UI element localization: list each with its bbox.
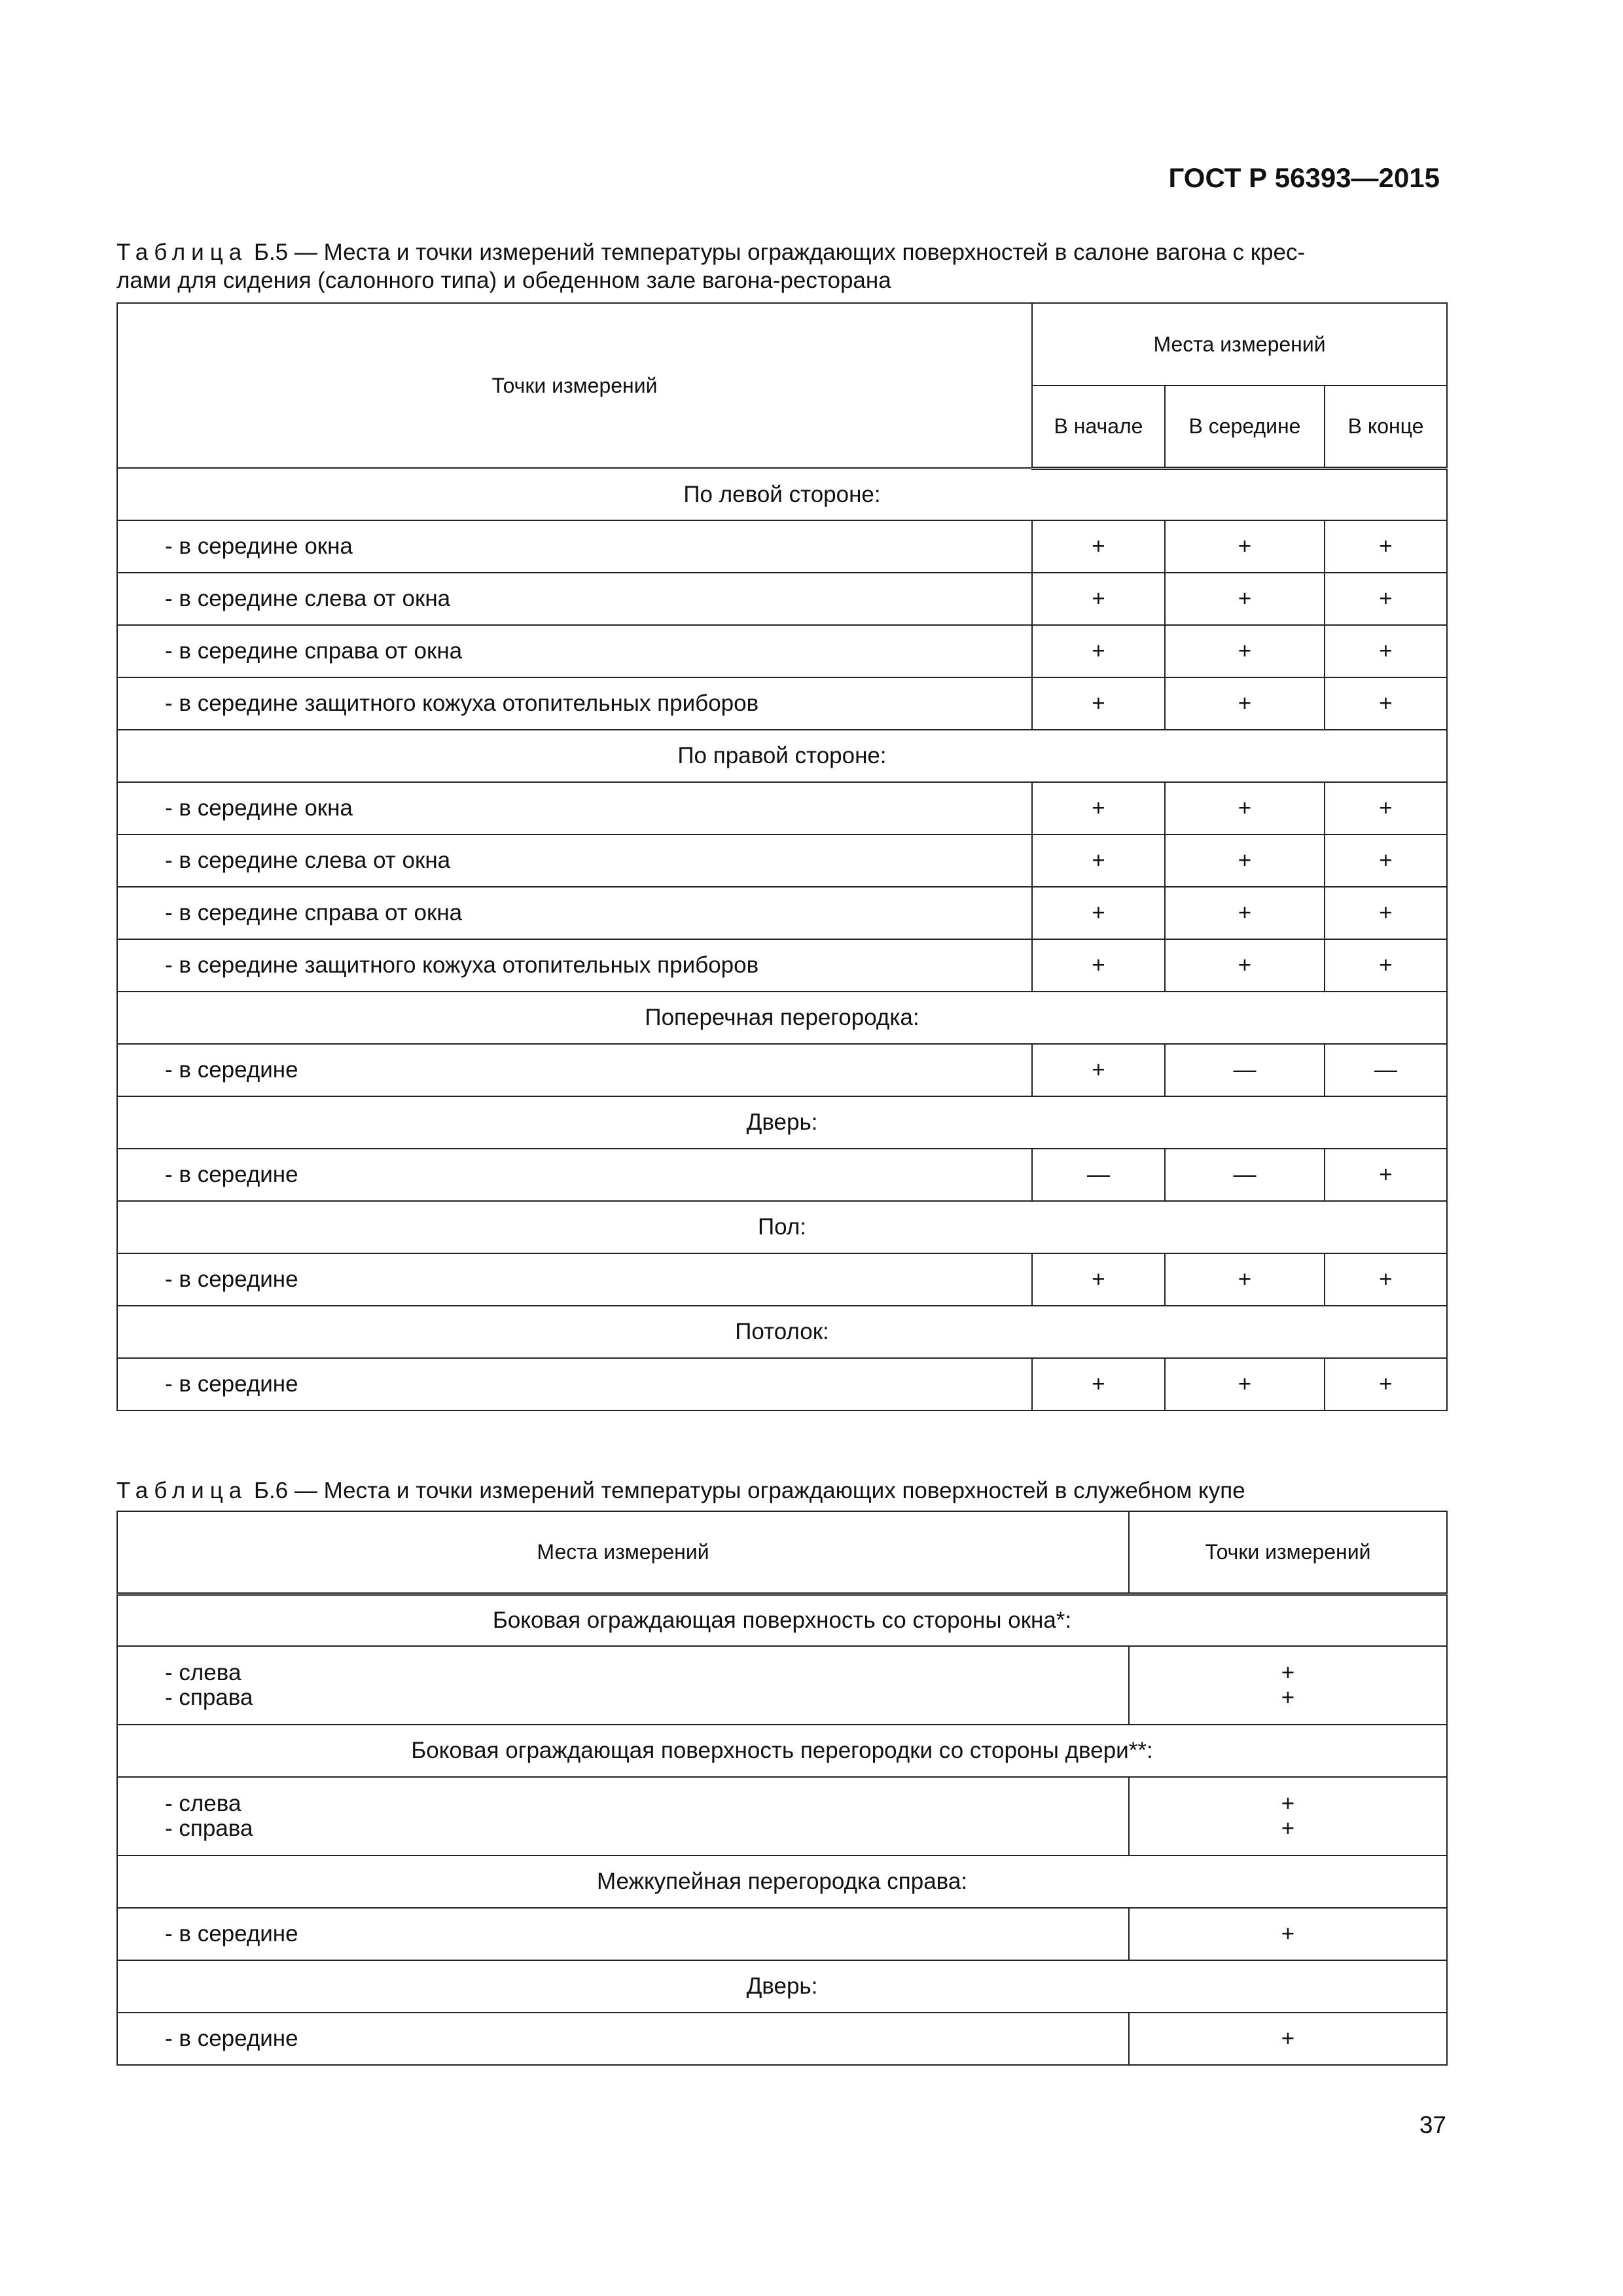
section-row: [117, 730, 1447, 782]
measurement-point: - в середине слева от окна: [117, 573, 1032, 625]
place-line: - слева: [165, 1791, 241, 1816]
section-row: [117, 1096, 1447, 1149]
measurement-mark: +: [1165, 834, 1325, 887]
table-b6-caption: [116, 1477, 1445, 1505]
table-row: [117, 2013, 1447, 2065]
place-line: - справа: [165, 1685, 253, 1710]
subcolumn-header-start: В начале: [1032, 386, 1165, 468]
measurement-mark: +: [1032, 1358, 1165, 1410]
measurement-mark: +: [1325, 677, 1447, 730]
measurement-mark: —: [1165, 1044, 1325, 1096]
section-title: Дверь:: [117, 1096, 1447, 1149]
measurement-mark: +: [1032, 677, 1165, 730]
measurement-point: - в середине: [117, 1044, 1032, 1096]
section-title: Боковая ограждающая поверхность со стороны окна*:: [117, 1594, 1447, 1646]
measurement-mark-cell: [1129, 1646, 1447, 1725]
place-line: - слева: [165, 1660, 241, 1685]
table-row: [117, 677, 1447, 730]
measurement-point: - в середине защитного кожуха отопительных приборов: [117, 939, 1032, 992]
section-title: Пол:: [117, 1201, 1447, 1253]
measurement-mark: +: [1325, 520, 1447, 573]
measurement-point: - в середине окна: [117, 782, 1032, 834]
measurement-mark: —: [1165, 1149, 1325, 1201]
table-row: [117, 1149, 1447, 1201]
table-row: [117, 625, 1447, 677]
section-title: По правой стороне:: [117, 730, 1447, 782]
measurement-place: [117, 1646, 1129, 1725]
measurement-mark: +: [1032, 887, 1165, 939]
section-row: [117, 1594, 1447, 1646]
column-header-places: Места измерений: [117, 1511, 1129, 1594]
section-title: Дверь:: [117, 1960, 1447, 2013]
section-title: Потолок:: [117, 1306, 1447, 1358]
section-title: Боковая ограждающая поверхность перегородки со стороны двери**:: [117, 1725, 1447, 1777]
measurement-mark: +: [1281, 1921, 1295, 1946]
measurement-place: [117, 1908, 1129, 1960]
measurement-mark: +: [1032, 625, 1165, 677]
measurement-mark: +: [1325, 1149, 1447, 1201]
table-row: [117, 834, 1447, 887]
section-row: [117, 1856, 1447, 1908]
measurement-mark: +: [1325, 887, 1447, 939]
measurement-mark-cell: [1129, 1908, 1447, 1960]
page-number: 37: [1419, 2111, 1446, 2138]
table-label: Таблица: [116, 1478, 248, 1503]
table-label: Таблица: [116, 240, 248, 265]
measurement-mark: +: [1165, 677, 1325, 730]
section-title: Поперечная перегородка:: [117, 992, 1447, 1044]
measurement-mark: +: [1165, 1253, 1325, 1306]
measurement-mark: +: [1032, 573, 1165, 625]
measurement-point: - в середине: [117, 1149, 1032, 1201]
table-b5-body: [117, 468, 1447, 1410]
column-header-points: Точки измерений: [1129, 1511, 1447, 1594]
caption-text: Б.5 — Места и точки измерений температуры ограждающих поверхностей в салоне вагона с крес-: [253, 240, 1306, 265]
table-b5-caption: [116, 238, 1445, 295]
measurement-place: [117, 2013, 1129, 2065]
measurement-mark: +: [1165, 625, 1325, 677]
measurement-mark: +: [1325, 1253, 1447, 1306]
measurement-place: [117, 1777, 1129, 1856]
section-row: [117, 1201, 1447, 1253]
section-title: Межкупейная перегородка справа:: [117, 1856, 1447, 1908]
place-line: - в середине: [165, 2026, 298, 2051]
measurement-mark: +: [1032, 834, 1165, 887]
caption-text-cont: лами для сидения (салонного типа) и обеденном зале вагона-ресторана: [116, 268, 891, 293]
table-row: [117, 1646, 1447, 1725]
measurement-mark: +: [1325, 625, 1447, 677]
measurement-mark: +: [1165, 939, 1325, 992]
measurement-point: - в середине справа от окна: [117, 887, 1032, 939]
measurement-mark: +: [1032, 1253, 1165, 1306]
measurement-mark: +: [1325, 1358, 1447, 1410]
section-row: [117, 992, 1447, 1044]
measurement-point: - в середине: [117, 1253, 1032, 1306]
table-row: [117, 1777, 1447, 1856]
measurement-mark: +: [1165, 573, 1325, 625]
measurement-mark: +: [1165, 520, 1325, 573]
place-line: - в середине: [165, 1921, 298, 1946]
table-row: [117, 1253, 1447, 1306]
section-title: По левой стороне:: [117, 468, 1447, 520]
table-row: [117, 520, 1447, 573]
measurement-mark: +: [1165, 782, 1325, 834]
measurement-mark: +: [1281, 2026, 1295, 2051]
measurement-mark: +: [1165, 1358, 1325, 1410]
table-b5: [116, 302, 1448, 1411]
section-row: [117, 1306, 1447, 1358]
subcolumn-header-end: В конце: [1325, 386, 1447, 468]
measurement-mark: +: [1325, 573, 1447, 625]
measurement-mark: —: [1032, 1149, 1165, 1201]
table-row: [117, 1358, 1447, 1410]
measurement-mark-cell: [1129, 1777, 1447, 1856]
measurement-mark: +: [1281, 1660, 1295, 1685]
table-b6-body: [117, 1594, 1447, 2065]
measurement-mark: —: [1325, 1044, 1447, 1096]
table-row: [117, 887, 1447, 939]
table-row: [117, 573, 1447, 625]
table-row: [117, 1044, 1447, 1096]
table-b6: [116, 1511, 1448, 2066]
measurement-mark: +: [1165, 887, 1325, 939]
place-line: - справа: [165, 1816, 253, 1841]
table-row: [117, 782, 1447, 834]
measurement-point: - в середине: [117, 1358, 1032, 1410]
measurement-mark: +: [1032, 1044, 1165, 1096]
measurement-mark-cell: [1129, 2013, 1447, 2065]
measurement-point: - в середине справа от окна: [117, 625, 1032, 677]
section-row: [117, 468, 1447, 520]
measurement-mark: +: [1325, 939, 1447, 992]
measurement-mark: +: [1281, 1791, 1295, 1816]
section-row: [117, 1725, 1447, 1777]
caption-text: Б.6 — Места и точки измерений температуры ограждающих поверхностей в служебном купе: [253, 1478, 1245, 1503]
measurement-point: - в середине защитного кожуха отопительных приборов: [117, 677, 1032, 730]
column-header-places: Места измерений: [1032, 303, 1447, 386]
measurement-mark: +: [1325, 782, 1447, 834]
document-id: ГОСТ Р 56393—2015: [1168, 162, 1440, 193]
measurement-mark: +: [1032, 520, 1165, 573]
measurement-point: - в середине окна: [117, 520, 1032, 573]
subcolumn-header-middle: В середине: [1165, 386, 1325, 468]
measurement-point: - в середине слева от окна: [117, 834, 1032, 887]
table-row: [117, 1908, 1447, 1960]
measurement-mark: +: [1281, 1816, 1295, 1841]
column-header-points: Точки измерений: [117, 303, 1032, 468]
table-row: [117, 939, 1447, 992]
measurement-mark: +: [1325, 834, 1447, 887]
measurement-mark: +: [1281, 1685, 1295, 1710]
section-row: [117, 1960, 1447, 2013]
measurement-mark: +: [1032, 782, 1165, 834]
measurement-mark: +: [1032, 939, 1165, 992]
